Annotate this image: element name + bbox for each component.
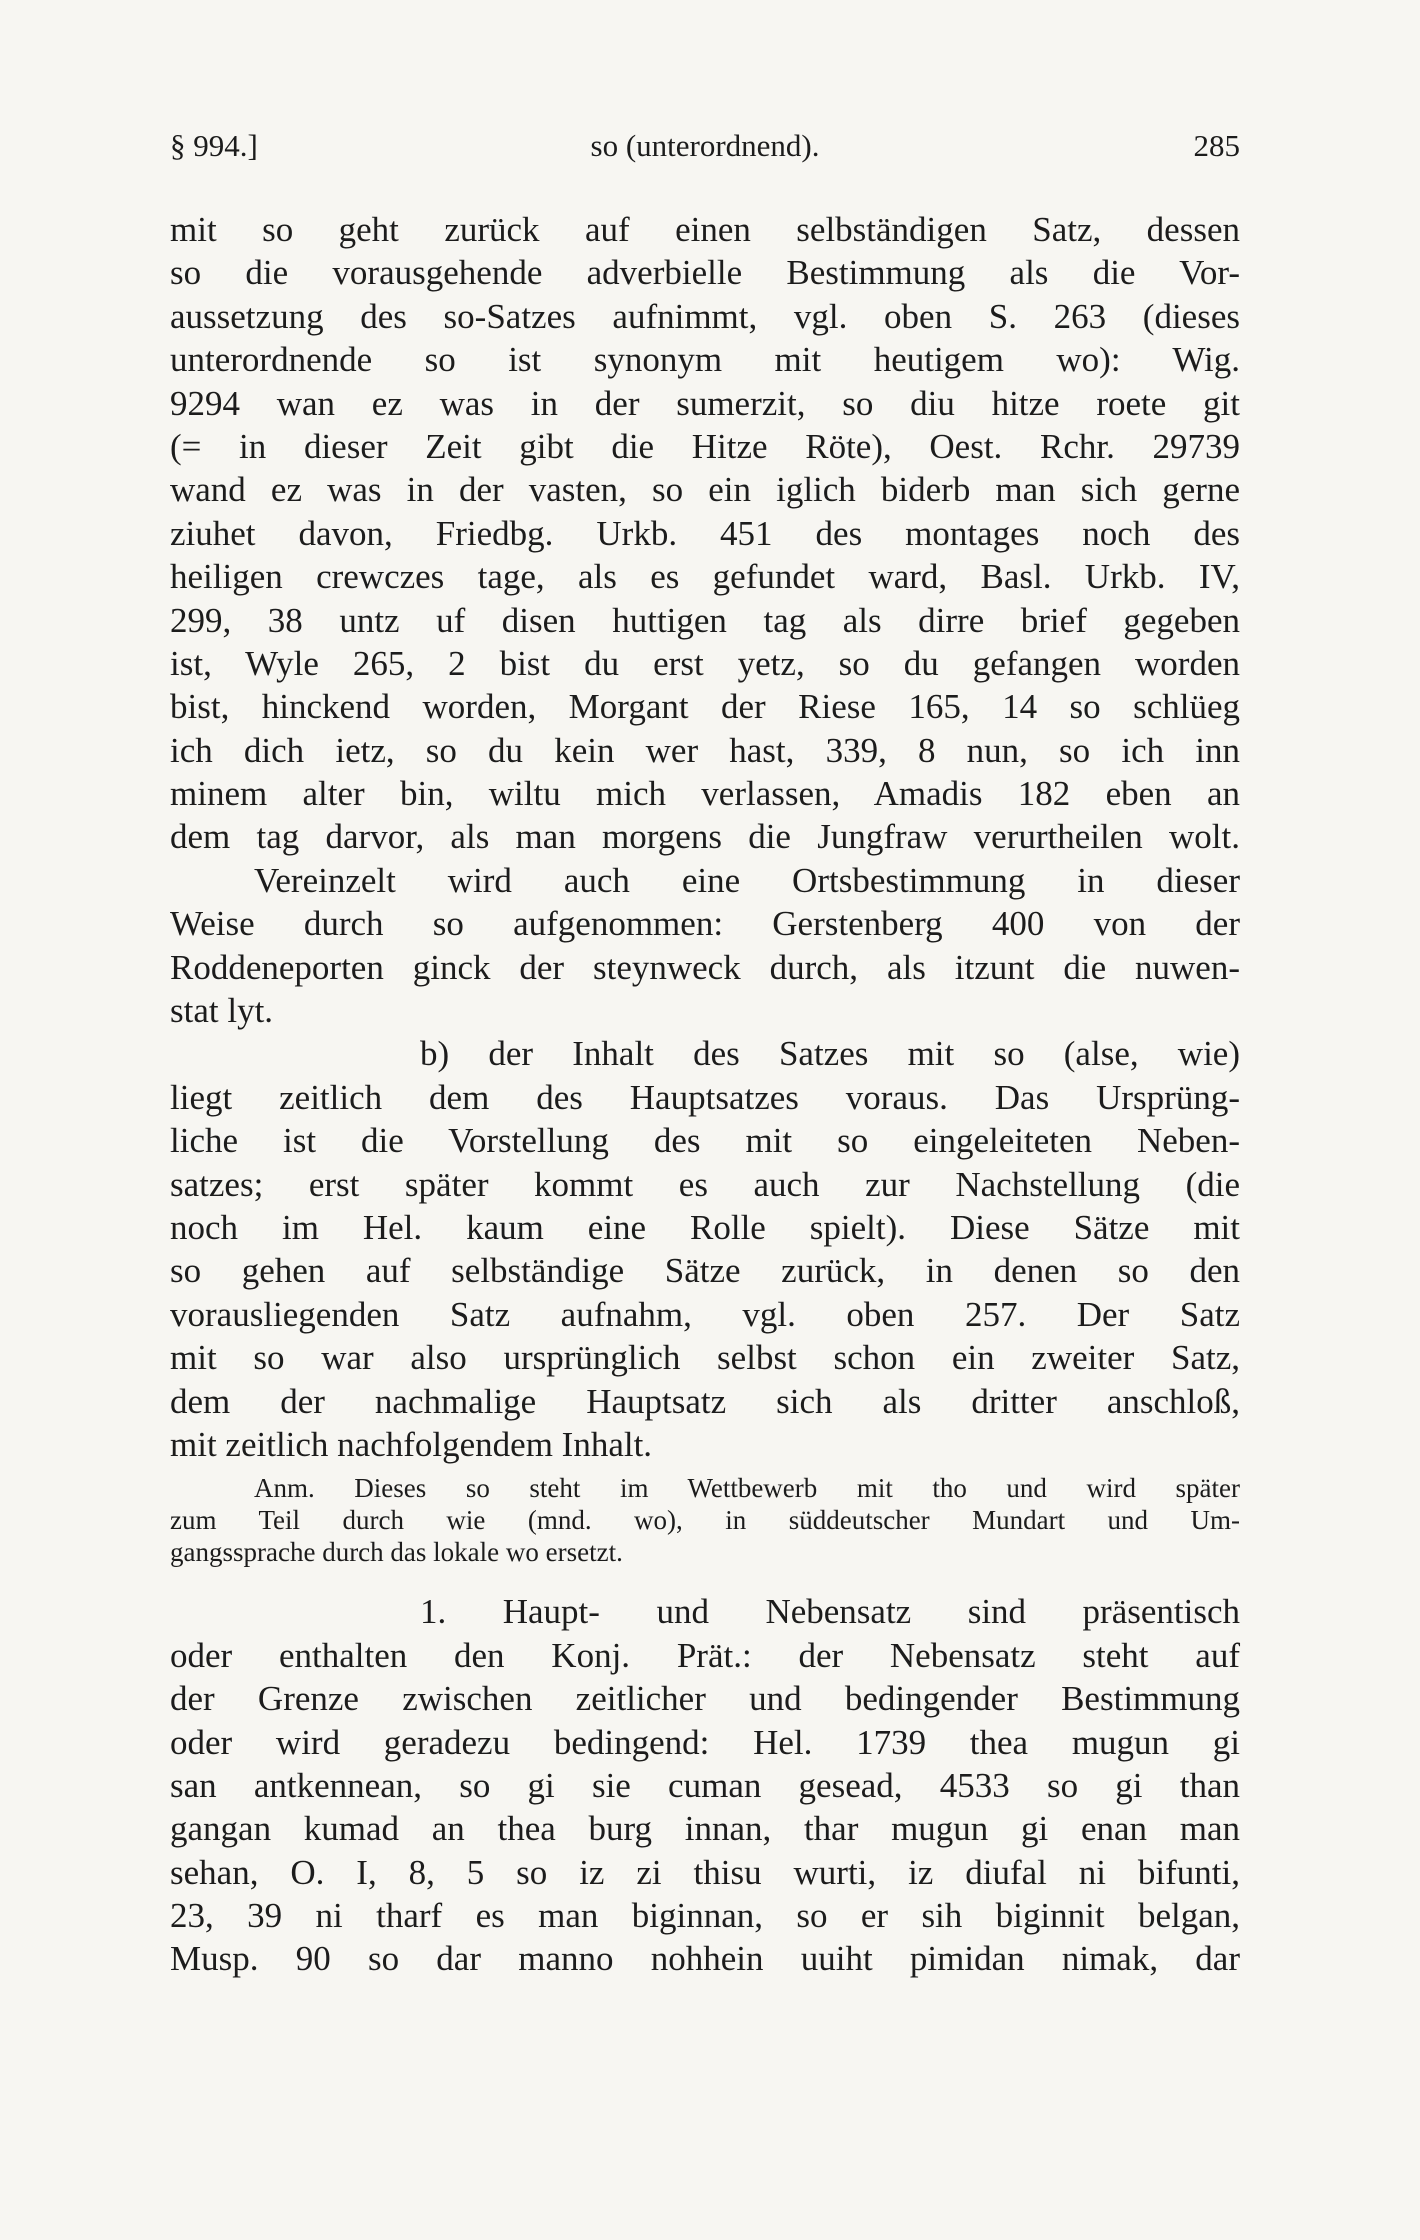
text-line: 299, 38 untz uf disen huttigen tag als dirre brief gegeben: [170, 600, 1240, 640]
text-line: liegt zeitlich dem des Hauptsatzes voraus. Das Ursprüng-: [170, 1077, 1240, 1117]
paragraph-section-1: [170, 1590, 1240, 1981]
paragraph-section-b: [170, 1032, 1240, 1466]
text-line: noch im Hel. kaum eine Rolle spielt). Diese Sätze mit: [170, 1207, 1240, 1247]
annotation-note: [170, 1472, 1240, 1568]
section-reference: § 994.]: [170, 128, 258, 163]
text-line: oder enthalten den Konj. Prät.: der Nebensatz steht auf: [170, 1635, 1240, 1675]
paragraph-ortsbestimmung: [170, 859, 1240, 1033]
page-number: 285: [1193, 128, 1240, 163]
body-text: [170, 208, 1240, 1981]
text-line: vorausliegenden Satz aufnahm, vgl. oben 257. Der Satz: [170, 1294, 1240, 1334]
text-line: der Grenze zwischen zeitlicher und bedingender Bestimmung: [170, 1679, 1240, 1719]
text-line: so gehen auf selbständige Sätze zurück, in denen so den: [170, 1251, 1240, 1291]
paragraph-continuation: [170, 208, 1240, 859]
text-line: ich dich ietz, so du kein wer hast, 339, 8 nun, so ich inn: [170, 730, 1240, 770]
note-line: zum Teil durch wie (mnd. wo), in süddeutscher Mundart und Um-: [170, 1505, 1240, 1536]
text-line: san antkennean, so gi sie cuman gesead, 4533 so gi than: [170, 1765, 1240, 1805]
text-line: ist, Wyle 265, 2 bist du erst yetz, so du gefangen worden: [170, 643, 1240, 683]
text-line: stat lyt.: [170, 991, 274, 1031]
text-line: minem alter bin, wiltu mich verlassen, Amadis 182 eben an: [170, 774, 1240, 814]
text-line: b) der Inhalt des Satzes mit so (alse, wie): [420, 1034, 1240, 1074]
text-line: Vereinzelt wird auch eine Ortsbestimmung in dieser: [254, 860, 1240, 900]
text-line: dem der nachmalige Hauptsatz sich als dritter anschloß,: [170, 1381, 1240, 1421]
text-line: so die vorausgehende adverbielle Bestimmung als die Vor-: [170, 253, 1240, 293]
text-line: satzes; erst später kommt es auch zur Nachstellung (die: [170, 1164, 1240, 1204]
running-title: so (unterordnend).: [590, 128, 820, 163]
text-line: Weise durch so aufgenommen: Gerstenberg 400 von der: [170, 904, 1240, 944]
text-line: aussetzung des so-Satzes aufnimmt, vgl. oben S. 263 (dieses: [170, 296, 1240, 336]
text-line: Roddeneporten ginck der steynweck durch, als itzunt die nuwen-: [170, 947, 1240, 987]
text-line: unterordnende so ist synonym mit heutigem wo): Wig.: [170, 340, 1240, 380]
text-line: bist, hinckend worden, Morgant der Riese 165, 14 so schlüeg: [170, 687, 1240, 727]
text-line: 9294 wan ez was in der sumerzit, so diu hitze roete git: [170, 383, 1240, 423]
text-line: 23, 39 ni tharf es man biginnan, so er sih biginnit belgan,: [170, 1896, 1240, 1936]
text-line: sehan, O. I, 8, 5 so iz zi thisu wurti, iz diufal ni bifunti,: [170, 1852, 1240, 1892]
text-line: gangan kumad an thea burg innan, thar mugun gi enan man: [170, 1809, 1240, 1849]
text-line: dem tag darvor, als man morgens die Jungfraw verurtheilen wolt.: [170, 817, 1240, 857]
text-line: oder wird geradezu bedingend: Hel. 1739 thea mugun gi: [170, 1722, 1240, 1762]
note-line: gangssprache durch das lokale wo ersetzt.: [170, 1537, 623, 1568]
note-line: Anm. Dieses so steht im Wettbewerb mit tho und wird später: [254, 1473, 1240, 1504]
text-line: Musp. 90 so dar manno nohhein uuiht pimidan nimak, dar: [170, 1939, 1240, 1979]
text-line: 1. Haupt- und Nebensatz sind präsentisch: [420, 1592, 1240, 1632]
text-line: (= in dieser Zeit gibt die Hitze Röte), Oest. Rchr. 29739: [170, 426, 1240, 466]
running-header: [170, 128, 1240, 168]
text-line: wand ez was in der vasten, so ein iglich biderb man sich gerne: [170, 470, 1240, 510]
text-line: mit zeitlich nachfolgendem Inhalt.: [170, 1424, 653, 1464]
text-line: ziuhet davon, Friedbg. Urkb. 451 des montages noch des: [170, 513, 1240, 553]
text-line: mit so geht zurück auf einen selbständigen Satz, dessen: [170, 210, 1240, 249]
text-line: heiligen crewczes tage, als es gefundet ward, Basl. Urkb. IV,: [170, 557, 1240, 597]
text-line: mit so war also ursprünglich selbst schon ein zweiter Satz,: [170, 1338, 1240, 1378]
text-line: liche ist die Vorstellung des mit so eingeleiteten Neben-: [170, 1121, 1240, 1161]
